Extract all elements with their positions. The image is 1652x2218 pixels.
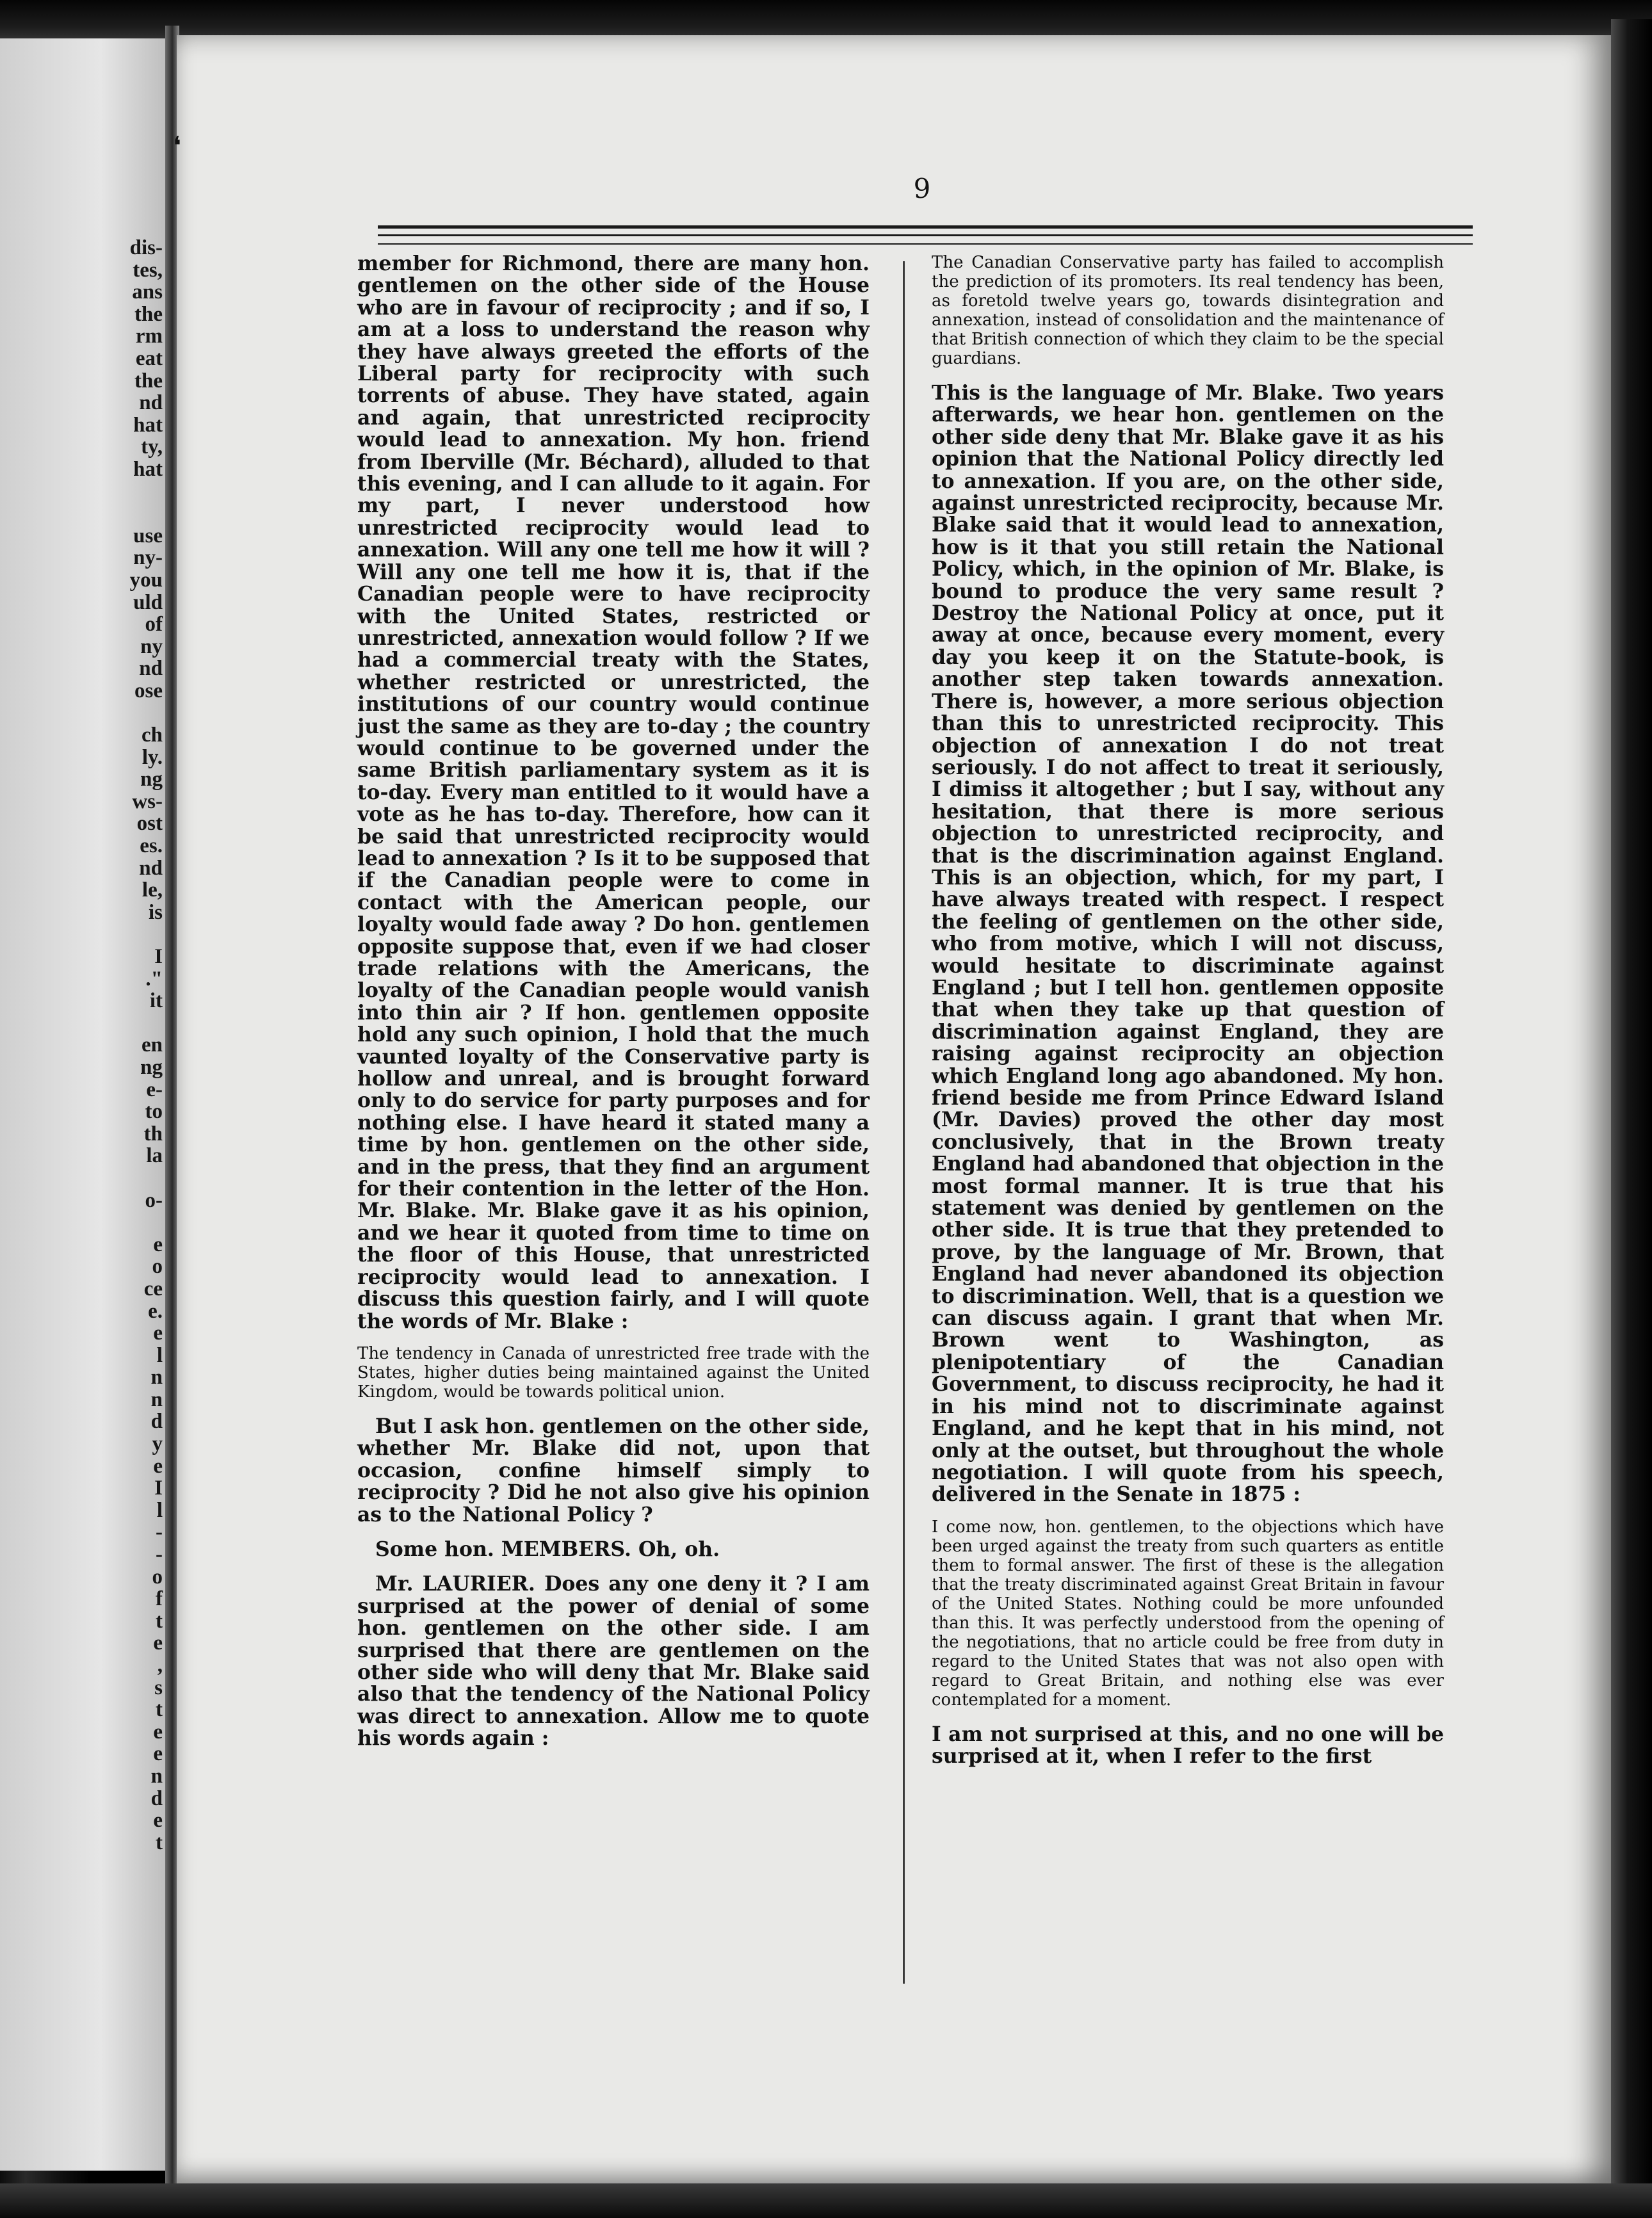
adjacent-page-strip [0, 38, 168, 2171]
speaker-interjection: Some hon. MEMBERS. Oh, oh. [375, 1537, 720, 1561]
paragraph: But I ask hon. gentlemen on the other side, whether Mr. Blake did not, upon that occasion, confine himself simply to reciprocity ? Did he not also give his opinion as to the National Policy ? [357, 1414, 870, 1526]
block-quote: The Canadian Conservative party has failed to accomplish the prediction of its promoters. Its real tendency has been, as foretold twelve years go, towards disintegration and annexation, instead of consolidation and the maintenance of that British connection of which they claim to be the special guardians. [932, 253, 1444, 368]
adjacent-page-fragments: dis- tes, ans the rm eat the nd hat ty, hat use ny- you uld of ny nd ose ch ly. ng ws- ost es. nd le, is I ." it en ng e- to th la o- e o ce e. e l n n d y e I l - - o f t e , s t e e n d e t [129, 236, 163, 1854]
column-divider [903, 261, 905, 1984]
scanner-bottom-edge [0, 2183, 1652, 2218]
paragraph: This is the language of Mr. Blake. Two years afterwards, we hear hon. gentlemen on the other side deny that Mr. Blake gave it as his opinion that the National Policy directly led to annexation. If you are, on the other side, against unrestricted reciprocity, because Mr. Blake said that it would lead to annexation, how is it that you still retain the National Policy, which, in the opinion of Mr. Blake, is bound to produce the very same result ? Destroy the National Policy at once, put it away at once, because every moment, every day you keep it on the Statute-book, is another step taken towards annexation. There is, however, a more serious objection than this to unrestricted reciprocity. This objection of annexation I do not treat seriously. I do not affect to treat it seriously, I dimiss it altogether ; but I say, without any hesitation, that there is more serious objection to unrestricted reciprocity, and that is the discrimination against England. This is an objection, which, for my part, I have always treated with respect. I respect the feeling of gentlemen on the other side, who from motive, which I will not discuss, would hesitate to discriminate against England ; but I tell hon. gentlemen opposite that when they take up that question of discrimination against England, they are raising against reciprocity an objection which England long ago abandoned. My hon. friend beside me from Prince Edward Island (Mr. Davies) proved the other day most conclusively, that in the Brown treaty England had abandoned that objection in the most formal manner. It is true that his statement was denied by gentlemen on the other side. It is true that they pretended to prove, by the language of Mr. Brown, that England had never abandoned its objection to discrimination. Well, that is a question we can discuss again. I grant that when Mr. Brown went to Washington, as plenipotentiary of the Canadian Government, to discuss reciprocity, he had it in his mind not to discriminate against England, and he kept that in his mind, not only at the outset, but throughout the whole negotiation. I will quote from his speech, delivered in the Senate in 1875 : [932, 381, 1444, 1507]
block-quote: I come now, hon. gentlemen, to the objections which have been urged against the treaty from such quarters as entitle them to formal answer. The first of these is the allegation that the treaty discriminated against Great Britain in favour of the United States. Nothing could be more unfounded than this. It was perfectly understood from the opening of the negotiations, that no article could be free from duty in regard to the United States that was not also open with regard to Great Britain, and nothing else was ever contemplated for a moment. [932, 1517, 1444, 1710]
header-rule [378, 225, 1473, 229]
header-rule [378, 243, 1473, 245]
paragraph: member for Richmond, there are many hon. gentlemen on the other side of the House who are in favour of reciprocity ; and if so, I am at a loss to understand the reason why they have always greeted the efforts of the Liberal party for reciprocity with such torrents of abuse. They have stated, again and again, that unrestricted reciprocity would lead to annexation. My hon. friend from Iberville (Mr. Béchard), alluded to that this evening, and I can allude to it again. For my part, I never understood how unrestricted reciprocity would lead to annexation. Will any one tell me how it will ? Will any one tell me how it is, that if the Canadian people were to have reciprocity with the United States, restricted or unrestricted, annexation would follow ? If we had a commercial treaty with the States, whether restricted or unrestricted, the institutions of our country would continue just the same as they are to-day ; the country would continue to be governed under the same British parliamentary system as it is to-day. Every man entitled to it would have a vote as he has to-day. Therefore, how can it be said that unrestricted reciprocity would lead to annexation ? Is it to be supposed that if the Canadian people were to come in contact with the American people, our loyalty would fade away ? Do hon. gentlemen opposite suppose that, even if we had closer trade relations with the Americans, the loyalty of the Canadian people would vanish into thin air ? If hon. gentlemen opposite hold any such opinion, I hold that the much vaunted loyalty of the Conservative party is hollow and unreal, and is brought forward only to do service for party purposes and for nothing else. I have heard it stated many a time by hon. gentlemen on the other side, and in the press, that they find an argument for their contention in the letter of the Hon. Mr. Blake. Mr. Blake gave it as his opinion, and we hear it quoted from time to time on the floor of this House, that unrestricted reciprocity would lead to annexation. I discuss this question fairly, and I will quote the words of Mr. Blake : [357, 252, 870, 1333]
binding-mark: ❛ [173, 131, 181, 161]
right-column [932, 253, 1444, 1768]
paragraph: I am not surprised at this, and no one will be surprised at it, when I refer to the first [932, 1722, 1444, 1769]
page-number: 9 [913, 173, 931, 204]
left-column [357, 253, 870, 1750]
header-rule [378, 234, 1473, 236]
block-quote: The tendency in Canada of unrestricted free trade with the States, higher duties being maintained against the United Kingdom, would be towards political union. [357, 1343, 870, 1402]
scanner-right-edge [1611, 19, 1652, 2218]
paragraph: Mr. LAURIER. Does any one deny it ? I am surprised at the power of denial of some hon. gentlemen on the other side. I am surprised that there are gentlemen on the other side who will deny that Mr. Blake said also that the tendency of the National Policy was direct to annexation. Allow me to quote his words again : [357, 1572, 870, 1751]
